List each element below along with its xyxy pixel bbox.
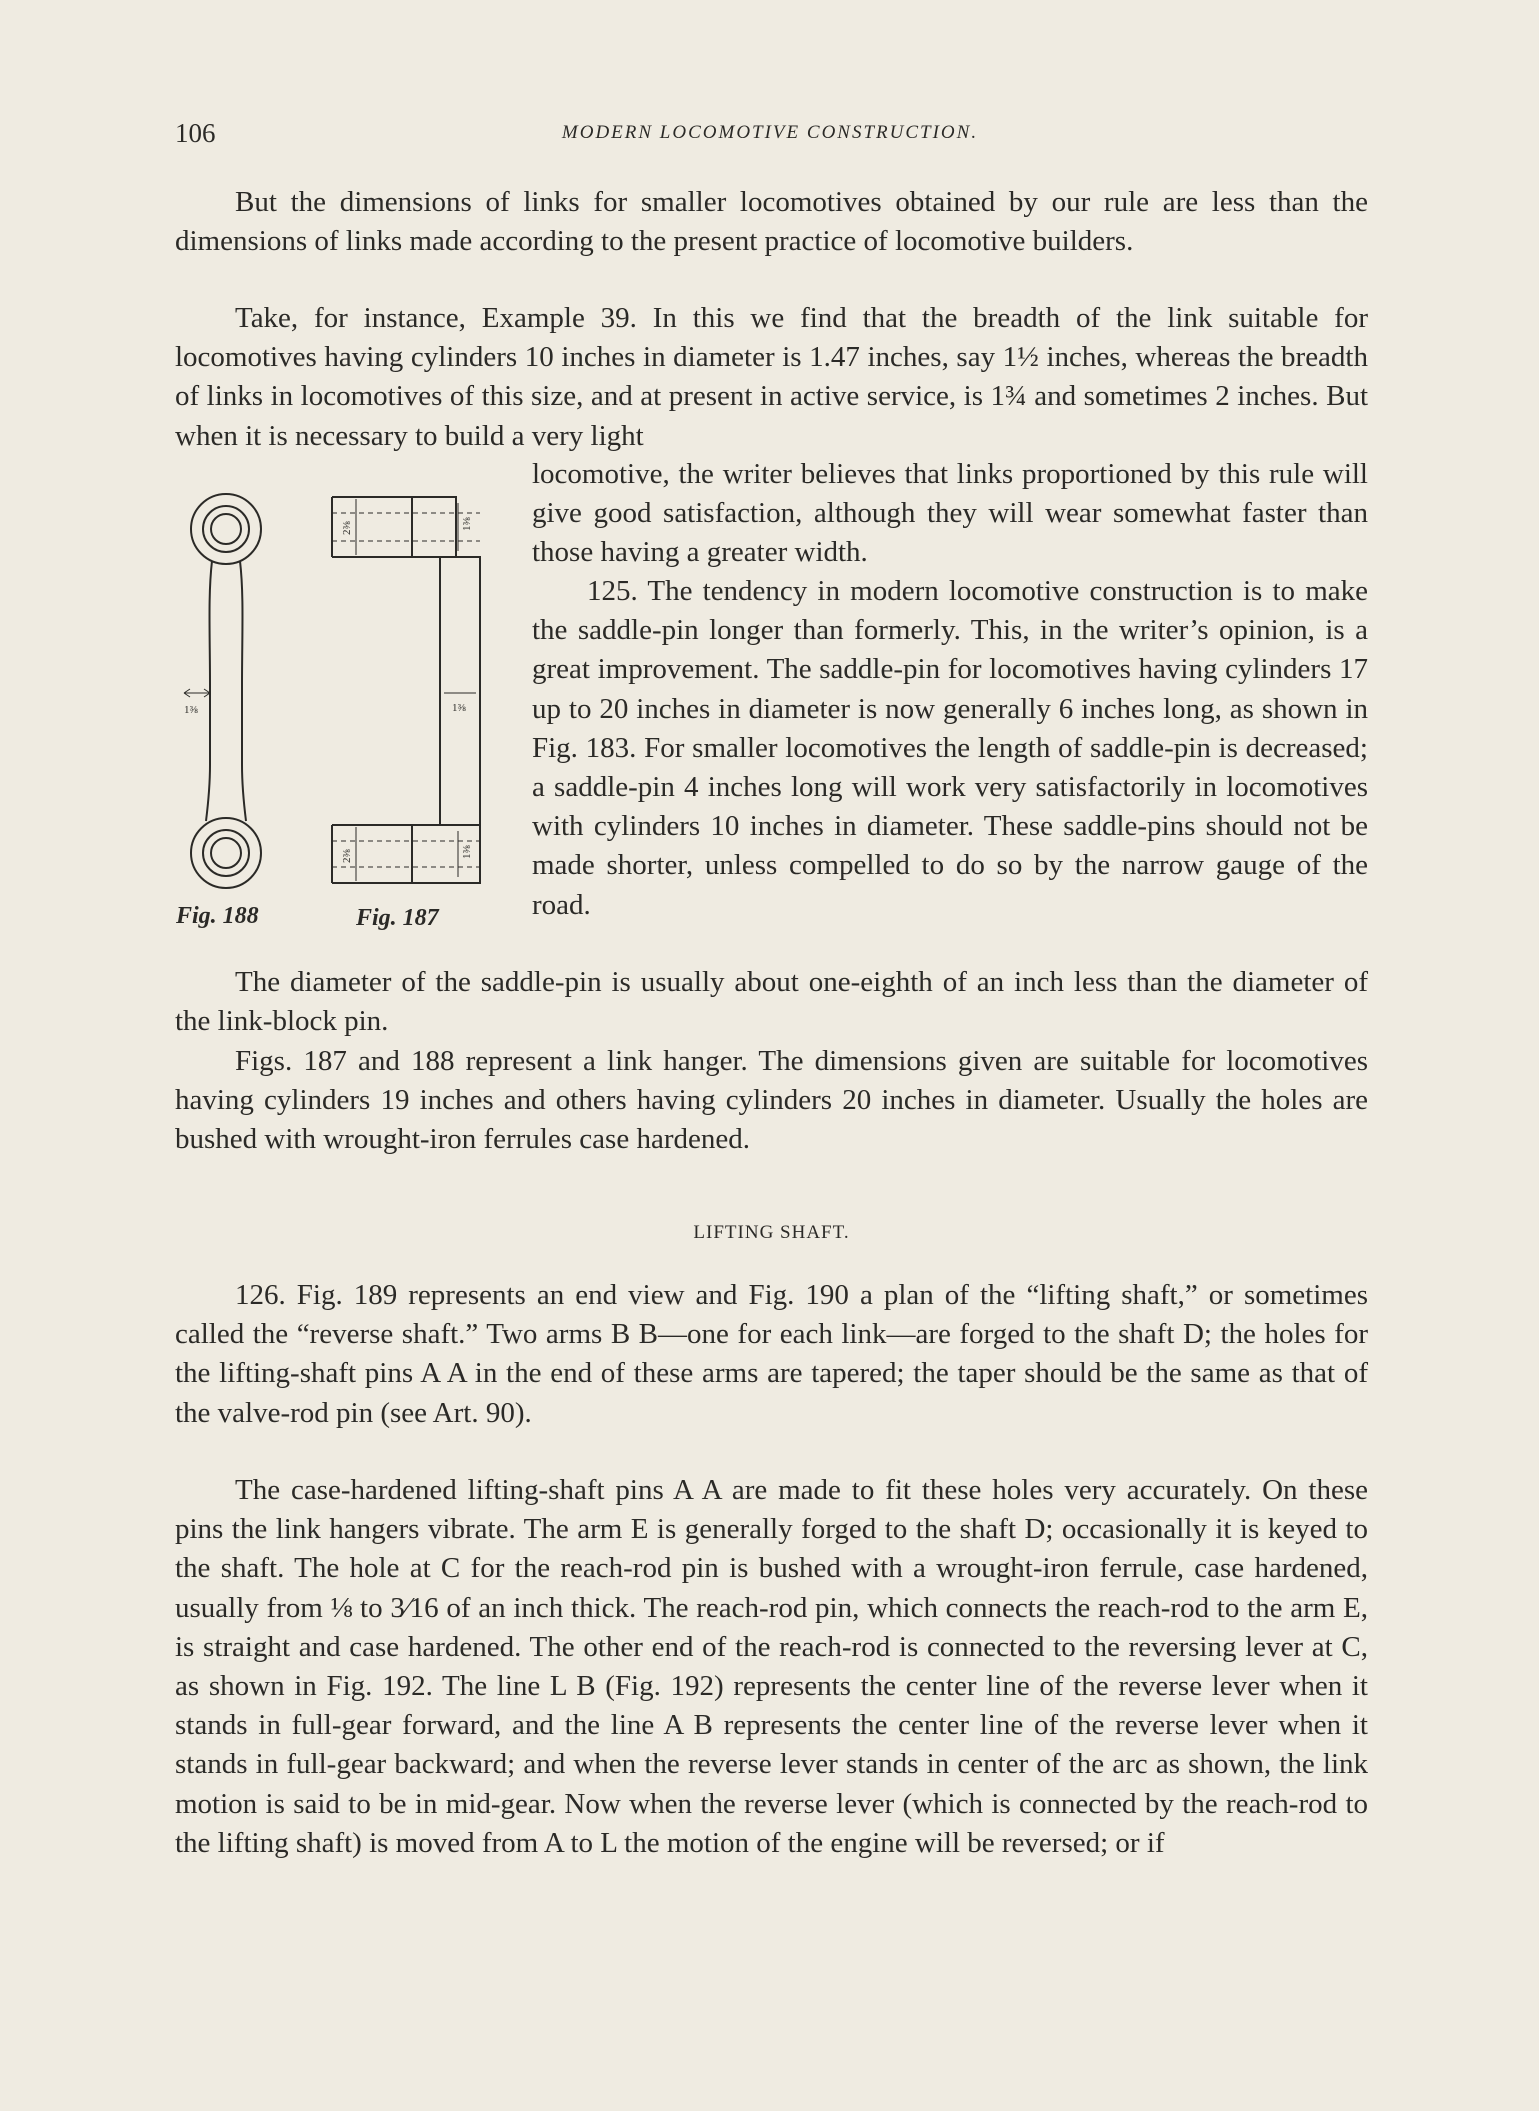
figure-188-caption: Fig. 188	[176, 903, 259, 929]
paragraph-126-lifting-shaft: 126. Fig. 189 represents an end view and Fig. 190 a plan of the “lifting shaft,” or sometimes called the “reverse shaft.” Two arms B B—one for each link—are forged to the shaft D; the holes for the lifting-shaft pins A A in the end of these arms are tapered; the taper should be the same as that of the valve-rod pin (see Art. 90).	[175, 1279, 1368, 1429]
dimension-fig188-width: 1⅜	[184, 704, 198, 716]
paragraph-saddle-pin-diameter: The diameter of the saddle-pin is usually about one-eighth of an inch less than the diameter of the link-block pin.	[175, 966, 1368, 1038]
page-header	[175, 118, 1365, 158]
running-title: MODERN LOCOMOTIVE CONSTRUCTION.	[561, 122, 979, 143]
dimension-fig187-bottom-boss: 1⅜	[461, 845, 473, 859]
dimension-fig187-width: 1⅜	[452, 702, 466, 714]
figure-187-caption: Fig. 187	[356, 905, 439, 931]
paragraph-lifting-shaft-pins: The case-hardened lifting-shaft pins A A are made to fit these holes very accurately. On these pins the link hangers vibrate. The arm E is generally forged to the shaft D; occasionally it is keyed to the shaft. The hole at C for the reach-rod pin is bushed with a wrought-iron ferrule, case hardened, usually from ⅛ to 3⁄16 of an inch thick. The reach-rod pin, which connects the reach-rod to the arm E, is straight and case hardened. The other end of the reach-rod is connected to the reversing lever at C, as shown in Fig. 192. The line L B (Fig. 192) represents the center line of the reverse lever when it stands in full-gear forward, and the line A B represents the center line of the reverse lever when it stands in full-gear backward; and when the reverse lever stands in center of the arc as shown, the link motion is said to be in mid-gear. Now when the reverse lever (which is connected by the reach-rod to the lifting shaft) is moved from A to L the motion of the engine will be reversed; or if	[175, 1474, 1368, 1859]
dimension-fig187-top-depth: 2⅜	[341, 521, 353, 535]
paragraph-125-saddle-pin: 125. The tendency in modern locomotive construction is to make the saddle-pin longer than formerly. This, in the writer’s opinion, is a great improvement. The saddle-pin for locomotives having cylinders 17 up to 20 inches in diameter is now generally 6 inches long, as shown in Fig. 183. For smaller locomotives the length of saddle-pin is decreased; a saddle-pin 4 inches long will work very satisfactorily in locomotives with cylinders 10 inches in diameter. These saddle-pins should not be made shorter, unless compelled to do so by the narrow gauge of the road.	[532, 575, 1368, 921]
page-number: 106	[175, 118, 216, 148]
dimension-fig187-bottom-depth: 2⅜	[341, 849, 353, 863]
figure-link-hanger	[170, 485, 500, 945]
paragraph-example-39-continued: locomotive, the writer believes that links proportioned by this rule will give good satisfaction, although they will wear somewhat faster than those having a greater width.	[532, 458, 1368, 569]
paragraph-link-hanger: Figs. 187 and 188 represent a link hanger. The dimensions given are suitable for locomotives having cylinders 19 inches and others having cylinders 20 inches in diameter. Usually the holes are bushed with wrought-iron ferrules case hardened.	[175, 1045, 1368, 1156]
link-hanger-drawing	[170, 485, 500, 945]
dimension-fig187-top-boss: 1⅜	[461, 517, 473, 531]
paragraph-link-dimensions: But the dimensions of links for smaller locomotives obtained by our rule are less than the dimensions of links made according to the present practice of locomotive builders.	[175, 186, 1368, 258]
section-heading-lifting-shaft: LIFTING SHAFT.	[693, 1222, 850, 1243]
paragraph-example-39: Take, for instance, Example 39. In this we find that the breadth of the link suitable for locomotives having cylinders 10 inches in diameter is 1.47 inches, say 1½ inches, whereas the breadth of links in locomotives of this size, and at present in active service, is 1¾ and sometimes 2 inches. But when it is necessary to build a very light	[175, 302, 1368, 452]
